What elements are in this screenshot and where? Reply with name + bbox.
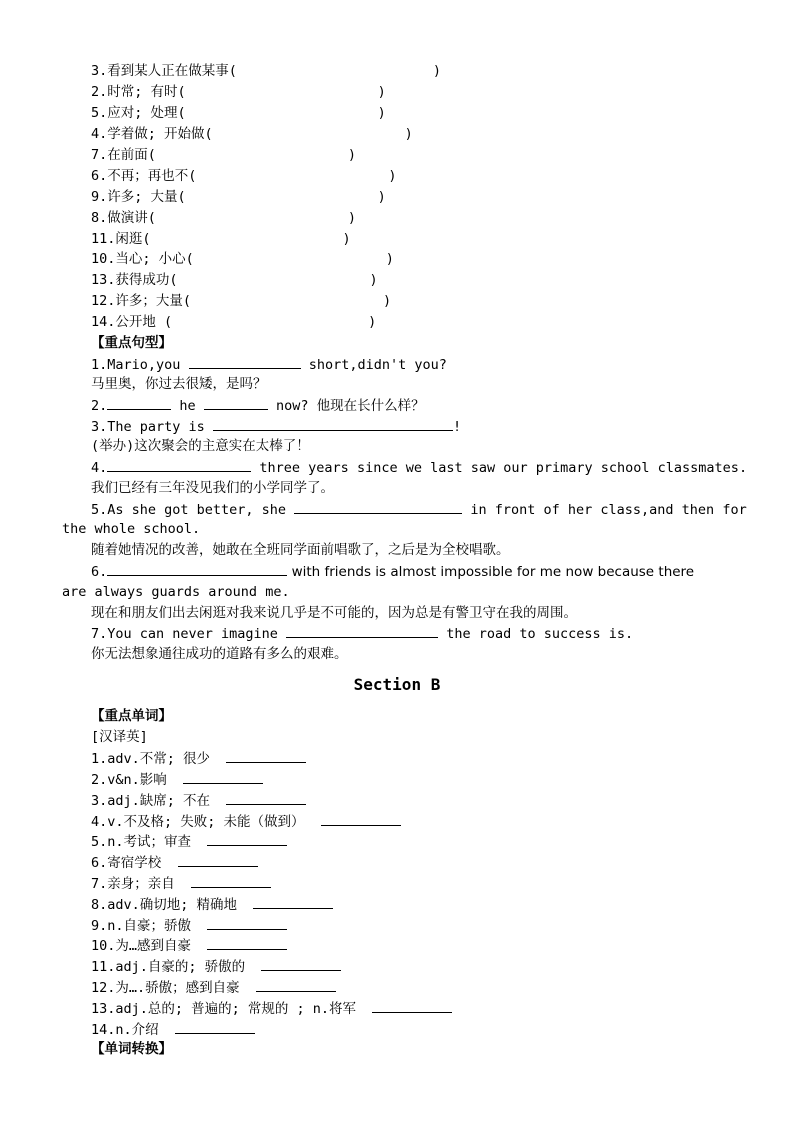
- word-item: 3.adj.缺席; 不在: [91, 792, 306, 809]
- answer-blank[interactable]: [107, 563, 287, 576]
- phrase-item: 6.不再；再也不( ): [91, 168, 397, 184]
- phrase-item: 12.许多；大量( ): [91, 293, 392, 309]
- sentence-6-continued: are always guards around me.: [62, 584, 290, 600]
- answer-blank[interactable]: [226, 750, 306, 763]
- word-item: 12.为….骄傲；感到自豪: [91, 979, 336, 996]
- answer-blank[interactable]: [183, 771, 263, 784]
- word-item: 2.v&n.影响: [91, 771, 263, 788]
- sentence-6-translation: 现在和朋友们出去闲逛对我来说几乎是不可能的，因为总是有警卫守在我的周围。: [91, 605, 577, 621]
- sentence-5: 5.As she got better, she in front of her class,and then for: [91, 502, 747, 518]
- sentence-1: 1.Mario,you short,didn't you?: [91, 357, 447, 373]
- sentence-4-translation: 我们已经有三年没见我们的小学同学了。: [91, 480, 334, 496]
- answer-blank[interactable]: [175, 1021, 255, 1034]
- sentence-3-translation: (举办)这次聚会的主意实在太棒了！: [91, 438, 310, 454]
- answer-blank[interactable]: [286, 625, 438, 638]
- answer-blank[interactable]: [226, 792, 306, 805]
- word-item: 6.寄宿学校: [91, 854, 258, 871]
- answer-blank[interactable]: [191, 875, 271, 888]
- phrase-item: 8.做演讲( ): [91, 210, 357, 226]
- answer-blank[interactable]: [256, 979, 336, 992]
- phrase-item: 5.应对; 处理( ): [91, 105, 386, 121]
- word-item: 4.v.不及格; 失败; 未能（做到）: [91, 813, 401, 830]
- answer-blank[interactable]: [321, 813, 401, 826]
- word-item: 1.adv.不常; 很少: [91, 750, 306, 767]
- word-item: 13.adj.总的; 普遍的; 常规的 ; n.将军: [91, 1000, 452, 1017]
- word-item: 10.为…感到自豪: [91, 937, 287, 954]
- word-item: 9.n.自豪；骄傲: [91, 917, 287, 934]
- phrase-item: 2.时常; 有时( ): [91, 84, 386, 100]
- answer-blank[interactable]: [294, 501, 462, 514]
- phrase-item: 10.当心; 小心( ): [91, 251, 394, 267]
- answer-blank[interactable]: [253, 896, 333, 909]
- phrase-item: 14.公开地 ( ): [91, 314, 377, 330]
- answer-blank[interactable]: [204, 397, 268, 410]
- answer-blank[interactable]: [107, 397, 171, 410]
- words-subheading: [汉译英]: [91, 729, 148, 745]
- answer-blank[interactable]: [207, 833, 287, 846]
- answer-blank[interactable]: [107, 459, 251, 472]
- sentence-3: 3.The party is !: [91, 419, 462, 435]
- section-title: Section B: [353, 675, 441, 694]
- conversion-heading: 【单词转换】: [91, 1041, 172, 1057]
- word-item: 14.n.介绍: [91, 1021, 255, 1038]
- answer-blank[interactable]: [178, 854, 258, 867]
- sentence-2: 2. he now? 他现在长什么样？: [91, 398, 425, 414]
- sentence-5-translation: 随着她情况的改善，她敢在全班同学面前唱歌了，之后是为全校唱歌。: [91, 542, 510, 558]
- sentence-6: 6. with friends is almost impossible for me now because there: [91, 564, 695, 580]
- sentence-7: 7.You can never imagine the road to success is.: [91, 626, 634, 642]
- sentence-7-translation: 你无法想象通往成功的道路有多么的艰难。: [91, 646, 348, 662]
- sentence-5-continued: the whole school.: [62, 521, 201, 537]
- answer-blank[interactable]: [207, 917, 287, 930]
- phrase-item: 4.学着做; 开始做( ): [91, 126, 413, 142]
- answer-blank[interactable]: [189, 356, 301, 369]
- phrase-item: 13.获得成功( ): [91, 272, 378, 288]
- phrase-item: 9.许多; 大量( ): [91, 189, 386, 205]
- answer-blank[interactable]: [213, 418, 453, 431]
- answer-blank[interactable]: [372, 1000, 452, 1013]
- phrase-item: 7.在前面( ): [91, 147, 357, 163]
- phrase-item: 3.看到某人正在做某事( ): [91, 63, 442, 79]
- sentences-heading: 【重点句型】: [91, 335, 172, 351]
- sentence-1-translation: 马里奥，你过去很矮，是吗？: [91, 376, 267, 392]
- sentence-4: 4. three years since we last saw our primary school classmates.: [91, 460, 748, 476]
- word-item: 7.亲身；亲自: [91, 875, 271, 892]
- word-item: 8.adv.确切地; 精确地: [91, 896, 333, 913]
- words-heading: 【重点单词】: [91, 708, 172, 724]
- word-item: 5.n.考试；审查: [91, 833, 287, 850]
- answer-blank[interactable]: [207, 937, 287, 950]
- word-item: 11.adj.自豪的; 骄傲的: [91, 958, 341, 975]
- answer-blank[interactable]: [261, 958, 341, 971]
- phrase-item: 11.闲逛( ): [91, 231, 351, 247]
